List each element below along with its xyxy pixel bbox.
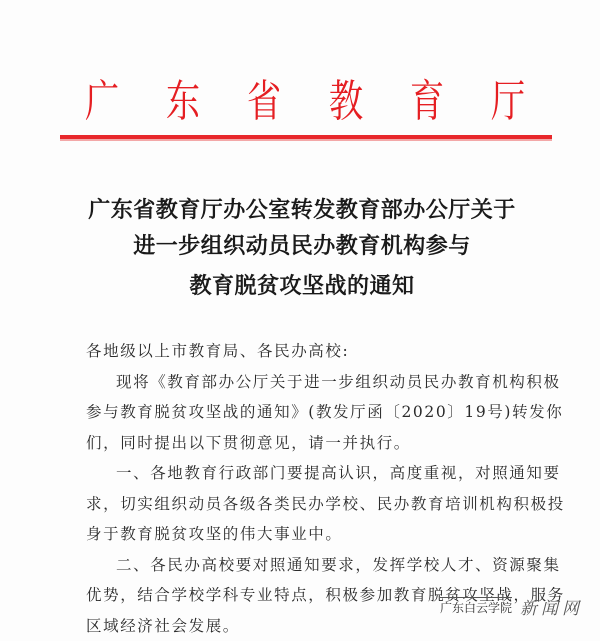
body-line: 参与教育脱贫攻坚战的通知》(教发厅函〔2020〕19号)转发你 [86, 397, 546, 428]
org-header-char: 省 [247, 72, 281, 132]
document-title [0, 192, 600, 304]
paragraph-item-1 [86, 458, 546, 550]
title-line: 进一步组织动员民办教育机构参与 [4, 228, 600, 264]
body-line: 区域经济社会发展。 [86, 611, 546, 641]
body-line: 现将《教育部办公厅关于进一步组织动员民办教育机构积极 [86, 367, 546, 398]
salutation: 各地级以上市教育局、各民办高校: [86, 336, 546, 367]
body-line: 一、各地教育行政部门要提高认识，高度重视，对照通知要 [86, 458, 546, 489]
red-divider-shadow [60, 139, 552, 141]
body-line: 身于教育脱贫攻坚的伟大事业中。 [86, 519, 546, 550]
org-header-char: 厅 [491, 72, 525, 132]
body-line: 们，同时提出以下贯彻意见，请一并执行。 [86, 428, 546, 459]
org-header-char: 东 [166, 72, 200, 132]
org-header [60, 72, 552, 132]
news-watermark [440, 594, 583, 619]
paragraph-intro [86, 367, 546, 459]
body-line: 求，切实组织动员各级各类民办学校、民办教育培训机构积极投 [86, 489, 546, 520]
org-header-char: 教 [328, 72, 362, 132]
org-header-char: 广 [85, 72, 119, 132]
watermark-news: 新闻网 [520, 594, 583, 619]
body-line: 二、各民办高校要对照通知要求，发挥学校人才、资源聚集 [86, 550, 546, 581]
body-line: 优势，结合学校学科专业特点，积极参加教育脱贫攻坚战，服务 [86, 580, 546, 611]
title-line: 教育脱贫攻坚战的通知 [4, 268, 600, 304]
watermark-school: 广东白云学院 [440, 597, 512, 616]
org-header-char: 育 [410, 72, 444, 132]
title-line: 广东省教育厅办公室转发教育部办公厅关于 [4, 192, 600, 228]
